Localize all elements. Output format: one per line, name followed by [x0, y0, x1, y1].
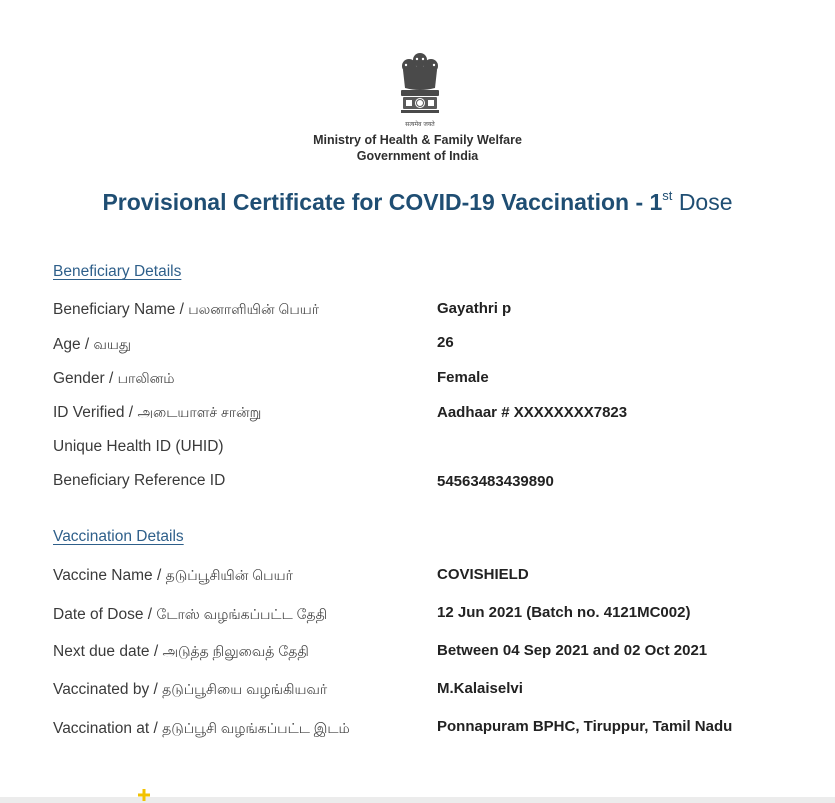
- uhid-label: Unique Health ID (UHID): [53, 438, 224, 455]
- id-verified-value: Aadhaar # XXXXXXXX7823: [437, 404, 628, 421]
- gender-value: Female: [437, 369, 489, 386]
- next-due-date-value: Between 04 Sep 2021 and 02 Oct 2021: [437, 642, 708, 659]
- beneficiary-name-label: Beneficiary Name / பலனாளியின் பெயர்: [53, 301, 320, 318]
- gender-label: Gender / பாலினம்: [53, 370, 175, 387]
- beneficiary-reference-id-label: Beneficiary Reference ID: [53, 472, 226, 489]
- plus-icon: [137, 788, 151, 802]
- vaccine-name-value: COVISHIELD: [437, 566, 529, 583]
- beneficiary-details-heading: Beneficiary Details: [53, 263, 182, 280]
- beneficiary-name-value: Gayathri p: [437, 300, 512, 317]
- age-value: 26: [437, 334, 454, 351]
- vaccine-name-label: Vaccine Name / தடுப்பூசியின் பெயர்: [53, 567, 293, 584]
- emblem-motto: सत्यमेव जयते: [405, 121, 435, 128]
- date-of-dose-value: 12 Jun 2021 (Batch no. 4121MC002): [437, 604, 691, 621]
- age-label: Age / வயது: [53, 336, 132, 353]
- vaccination-details-heading: Vaccination Details: [53, 528, 184, 545]
- government-name: Government of India: [356, 149, 479, 163]
- certificate-title: [0, 188, 835, 216]
- vaccinated-by-value: M.Kalaiselvi: [437, 680, 523, 697]
- vaccination-at-label: Vaccination at / தடுப்பூசி வழங்கப்பட்ட இடம்: [53, 720, 350, 737]
- national-emblem-icon: [391, 50, 449, 130]
- next-due-date-label: Next due date / அடுத்த நிலுவைத் தேதி: [53, 643, 309, 660]
- title-superscript: st: [662, 188, 673, 203]
- id-verified-label: ID Verified / அடையாளச் சான்று: [53, 404, 262, 421]
- vaccination-at-value: Ponnapuram BPHC, Tiruppur, Tamil Nadu: [437, 718, 733, 735]
- date-of-dose-label: Date of Dose / டோஸ் வழங்கப்பட்ட தேதி: [53, 606, 328, 623]
- beneficiary-reference-id-value: 54563483439890: [437, 473, 554, 490]
- page-bottom-edge: [0, 797, 835, 803]
- title-main: Provisional Certificate for COVID-19 Vaccination - 1: [102, 189, 663, 215]
- ministry-name: Ministry of Health & Family Welfare: [313, 133, 522, 147]
- title-dose: Dose: [678, 189, 733, 215]
- vaccinated-by-label: Vaccinated by / தடுப்பூசியை வழங்கியவர்: [53, 681, 328, 698]
